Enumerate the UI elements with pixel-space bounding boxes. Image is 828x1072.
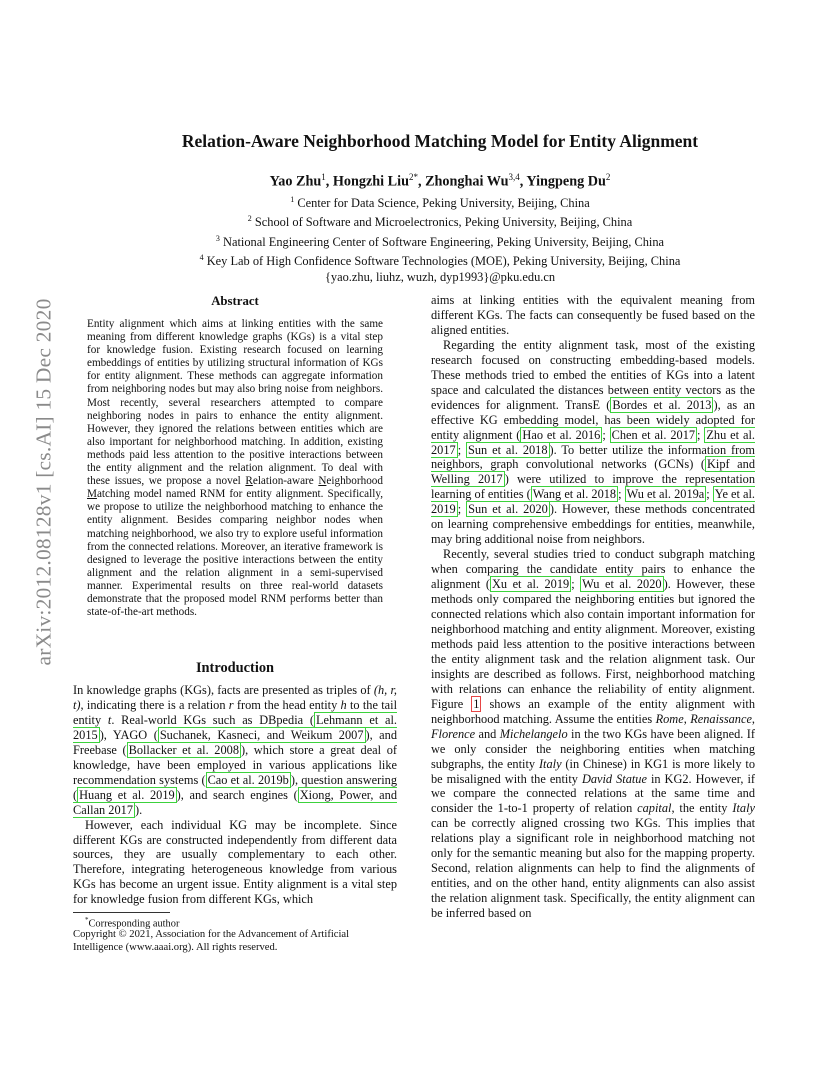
citation-link[interactable]: Cao et al. 2019b	[207, 772, 289, 787]
copyright-notice: Copyright © 2021, Association for the Advancement of Artificial Intelligence (www.aaai.org). All rights reserved.	[73, 929, 350, 954]
citation-link[interactable]: Wang et al. 2018	[532, 487, 617, 502]
paragraph: However, each individual KG may be incomplete. Since different KGs are constructed independently from different data sources, they are usually complementary to each other. Therefore, integrating heterogeneous knowledge from various KGs has become an urgent issue. Entity alignment is a vital step for knowledge fusion from different KGs, which	[73, 817, 397, 907]
author: Yingpeng Du	[526, 173, 606, 190]
footnote: *Corresponding author	[85, 916, 180, 930]
paragraph: aims at linking entities with the equivalent meaning from different KGs. The facts can consequently be fused based on the aligned entities.	[431, 293, 755, 337]
citation-link[interactable]: Sun et al. 2018	[468, 442, 548, 457]
citation-link[interactable]: Bollacker et al. 2008	[128, 742, 239, 757]
author-affil-mark: 3,4	[508, 172, 520, 182]
affiliations	[60, 192, 820, 285]
abstract-body: Entity alignment which aims at linking entities with the same meaning from different knowledge graphs (KGs) is a vital step for knowledge fusion. Existing research focused on learning embeddings of entities by utilizing structural information of KGs for entity alignment. These methods can aggregate information from neighboring nodes but may also bring noise from neighbors. Most recently, several researchers attempted to compare neighboring nodes in pairs to enhance the entity alignment. However, they ignored the relations between entities which are also important for neighborhood matching. In addition, existing methods paid less attention to the positive interactions between the entity alignment and the relation alignment. To deal with these issues, we propose a novel Relation-aware Neighborhood Matching model named RNM for entity alignment. Specifically, we propose to utilize the neighborhood matching to enhance the entity alignment. Besides comparing neighbor nodes when matching neighborhood, we also try to explore useful information from the connected relations. Moreover, an iterative framework is designed to leverage the positive interactions between the entity alignment and the relation alignment in a semi-supervised manner. Experimental results on three real-world datasets demonstrate that the proposed model RNM performs better than state-of-the-art methods.	[87, 318, 383, 619]
citation-link[interactable]: Chen et al. 2017	[611, 427, 696, 442]
citation-link[interactable]: Wu et al. 2019a	[626, 487, 705, 502]
affiliation: $^1$ Center for Data Science, Peking University, Beijing, China	[290, 195, 590, 211]
citation-link[interactable]: Wu et al. 2020	[582, 577, 662, 592]
author-list: Yao Zhu$^1$, Hongzhi Liu$^{2*}$, Zhonghai Wu$^{3,4}$, Yingpeng Du$^2$	[269, 172, 611, 190]
citation-link[interactable]: Sun et al. 2020	[468, 502, 548, 517]
citation-link[interactable]: Ye et al. 2019	[431, 487, 756, 517]
citation-link[interactable]: Suchanek, Kasneci, and Weikum 2007	[159, 727, 364, 742]
introduction-heading: Introduction	[195, 660, 275, 676]
citation-link[interactable]: Bordes et al. 2013	[612, 397, 712, 412]
affiliation: $^2$ School of Software and Microelectronics, Peking University, Beijing, China	[247, 214, 633, 230]
citation-link[interactable]: Hao et al. 2016	[522, 427, 601, 442]
citation-link[interactable]: Kipf and Welling 2017	[431, 457, 755, 487]
figure-ref-link[interactable]: 1	[473, 696, 480, 711]
citation-link[interactable]: Xiong, Power, and Callan 2017	[73, 787, 398, 817]
paragraph: Regarding the entity alignment task, most of the existing research focused on constructing embedding-based models. These methods tried to embed the entities of KGs into a latent space and calculated the distances between entity vectors as the evidences for alignment. TransE ( Bordes et al. 2013 ), as an effective KG embedding model, has been widely adopted for entity alignment ( Hao et al. 2016 ; Chen et al. 2017 ; Zhu et al. 2017 ; Sun et al. 2018 ). To better utilize the information from neighbors, graph convolutional networks (GCNs) ( Kipf and Welling 2017 ) were utilized to improve the representation learning of entities ( Wang et al. 2018 ; Wu et al. 2019a ; Ye et al. 2019 ; Sun et al. 2020 ). However, these methods concentrated on learning comprehensive embeddings for entities, meanwhile, may bring additional noise from neighbors.	[431, 337, 756, 547]
introduction-body	[73, 683, 397, 907]
author-affil-mark: 1	[321, 172, 326, 182]
abstract-heading: Abstract	[211, 294, 259, 308]
citation-link[interactable]: Zhu et al. 2017	[431, 427, 755, 457]
footnote-divider	[73, 912, 170, 913]
paper-title: Relation-Aware Neighborhood Matching Model for Entity Alignment	[181, 131, 699, 151]
right-column-body	[431, 293, 755, 921]
arxiv-identifier-sidebar	[24, 292, 64, 672]
affiliation: $^3$ National Engineering Center of Software Engineering, Peking University, Beijing, China	[215, 233, 665, 249]
author-email: {yao.zhu, liuhz, wuzh, dyp1993}@pku.edu.cn	[324, 269, 556, 284]
citation-link[interactable]: Xu et al. 2019	[491, 577, 570, 592]
arxiv-identifier: arXiv:2012.08128v1 [cs.AI] 15 Dec 2020	[31, 298, 56, 666]
author: Yao Zhu	[269, 173, 322, 190]
author-affil-mark: 2*	[408, 172, 418, 182]
affiliation: $^4$ Key Lab of High Confidence Software Technologies (MOE), Peking University, Beijing, China	[199, 253, 681, 269]
paragraph: Recently, several studies tried to conduct subgraph matching when comparing the candidate entity pairs to enhance the alignment ( Xu et al. 2019 ; Wu et al. 2020 ). However, these methods only compared the neighboring entities but ignored the connected relations which also contain important information for neighborhood matching and entity alignment. Moreover, existing methods paid less attention to the positive interactions between the entity alignment task and the relation alignment task. Our insights are described as follows. First, neighborhood matching with relations can enhance the reliability of entity alignment. Figure 1 shows an example of the entity alignment with neighborhood matching. Assume the entities Rome, Renaissance, Florence and Michelangelo in the two KGs have been aligned. If we only consider the neighboring entities when matching subgraphs, the entity Italy (in Chinese) in KG1 is more likely to be misaligned with the entity David Statue in KG2. However, if we compare the connected relations at the same time and consider the 1-to-1 property of relation capital, the entity Italy can be correctly aligned crossing two KGs. This implies that relations play a significant role in neighborhood matching not only for the semantic meaning but also for the mapping property. Second, relation alignments can help to find the alignments of entities, and on the other hand, entity alignments can also assist the relation alignment task. Specifically, the entity alignment can be inferred based on	[431, 547, 756, 921]
citation-link[interactable]: Lehmann et al. 2015	[73, 712, 397, 742]
author: Zhonghai Wu	[425, 173, 509, 190]
citation-link[interactable]: Huang et al. 2019	[79, 787, 175, 802]
paragraph: In knowledge graphs (KGs), facts are presented as triples of (h, r, t), indicating there is a relation r from the head entity h to the tail entity t. Real-world KGs such as DBpedia ( Lehmann et al. 2015 ), YAGO ( Suchanek, Kasneci, and Weikum 2007 ), and Freebase ( Bollacker et al. 2008 ), which store a great deal of knowledge, have been employed in various applications like recommendation systems ( Cao et al. 2019b ), question answering ( Huang et al. 2019 ), and search engines ( Xiong, Power, and Callan 2017 ).	[73, 683, 398, 817]
author: Hongzhi Liu	[332, 173, 409, 190]
author-affil-mark: 2	[605, 172, 611, 182]
